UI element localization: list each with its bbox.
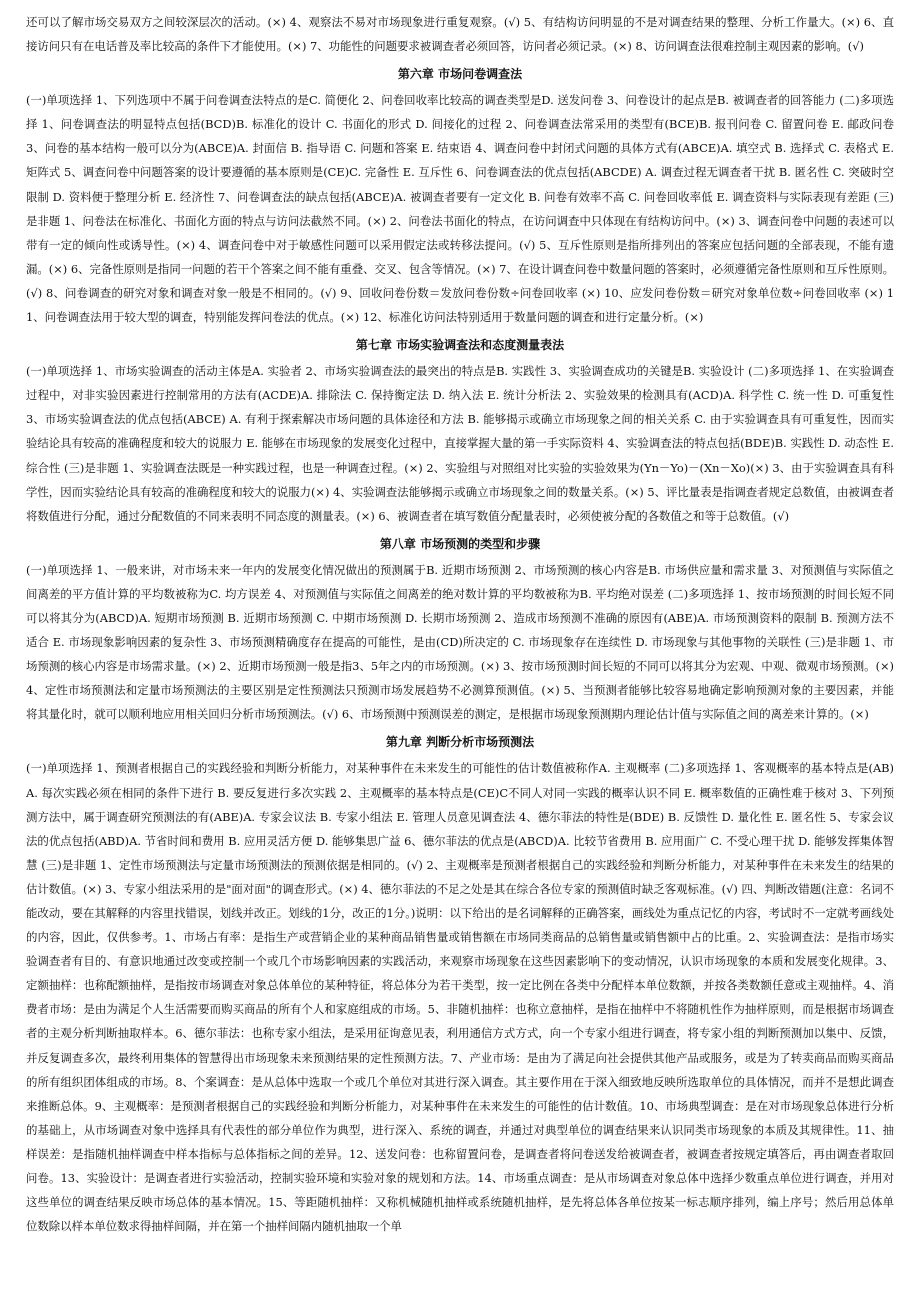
chapter-8-text: (一)单项选择 1、一般来讲，对市场未来一年内的发展变化情况做出的预测属于B. 近期市场预测 2、市场预测的核心内容是B. 市场供应量和需求量 3、对预测值与实际值之间离差的平方值计算的平均数被称为C. 均方误差 4、对预测值与实际值之间离差的绝对数计算的平均数被称为B. 平均绝对误差 (二)多项选择 1、按市场预测的时间长短不同可以将其分为(ABCD)A. 短期市场预测 B. 近期市场预测 C. 中期市场预测 D. 长期市场预测 2、造成市场预测不准确的原因有(ABE)A. 市场预测资料的限制 B. 预测方法不适合 E. 市场现象影响因素的复杂性 3、市场预测精确度存在提高的可能性，是由(CD)所决定的 C. 市场现象存在连续性 D. 市场现象与其他事物的关联性 (三)是非题 1、市场预测的核心内容是市场需求量。(×) 2、近期市场预测一般是指3、5年之内的市场预测。(×) 3、按市场预测时间长短的不同可以将其分为宏观、中观、微观市场预测。(×) 4、定性市场预测法和定量市场预测法的主要区别是定性预测法只预测市场发展趋势不必测算预测值。(×) 5、当预测者能够比较容易地确定影响预测对象的主要因素，并能将其量化时，就可以顺利地应用相关回归分析市场预测法。(√) 6、市场预测中预测误差的测定，是根据市场现象预测期内理论估计值与实际值之间的离差来计算的。(×) bbox=[26, 562, 894, 722]
chapter-8-title: 第八章 市场预测的类型和步骤 bbox=[379, 536, 541, 551]
chapter-9-text: (一)单项选择 1、预测者根据自己的实践经验和判断分析能力，对某种事件在未来发生的可能性的估计数值被称作A. 主观概率 (二)多项选择 1、客观概率的基本特点是(AB)A. 每次实践必须在相同的条件下进行 B. 要反复进行多次实践 2、主观概率的基本特点是(CE)C不同人对同一实践的概率认识不同 E. 概率数值的正确性难于核对 3、下列预测方法中，属于调查研究预测法的有(ABE)A. 专家会议法 B. 专家小组法 E. 管理人员意见调查法 4、德尔菲法的特性是(BDE) B. 反馈性 D. 量化性 E. 匿名性 5、专家会议法的优点包括(ABD)A. 节省时间和费用 B. 应用灵活方便 D. 能够集思广益 6、德尔菲法的优点是(ABCD)A. 比较节省费用 B. 应用面广 C. 不受心理干扰 D. 能够发挥集体智慧 (三)是非题 1、定性市场预测法与定量市场预测法的预测依据是相同的。(√) 2、主观概率是预测者根据自己的实践经验和判断分析能力，对某种事件在未来发生的结果的估计数值。(×) 3、专家小组法采用的是"面对面"的调查形式。(×) 4、德尔菲法的不足之处是其在综合各位专家的预测值时缺乏客观标准。(√) 四、判断改错题(注意：名词不能改动，要在其解释的内容里找错误，划线并改正。划线的1分，改正的1分。)说明：以下给出的是名词解释的正确答案，画线处为重点记忆的内容，考试时不一定就考画线处的内容，因此，仅供参考。1、市场占有率：是指生产或营销企业的某种商品销售量或销售额在市场同类商品的总销售量或销售额中占的比重。2、实验调查法：是指市场实验调查者有目的、有意识地通过改变或控制一个或几个市场影响因素的实践活动，来观察市场现象在这些因素影响下的变动情况，认识市场现象的本质和发展变化规律。3、定额抽样：也称配额抽样，是指按市场调查对象总体单位的某种特征，将总体分为若干类型，按一定比例在各类中分配样本单位数额，并按各类数额任意或主观抽样。4、消费者市场：是由为满足个人生活需要而购买商品的所有个人和家庭组成的市场。5、非随机抽样：也称立意抽样，是指在抽样中不将随机性作为抽样原则，而是根据市场调查者的主观分析判断抽取样本。6、德尔菲法：也称专家小组法，是采用征询意见表，利用通信方式方式，向一个专家小组进行调查，将专家小组的判断预测加以集中、反馈，并反复调查多次，最终利用集体的智慧得出市场现象未来预测结果的定性预测方法。7、产业市场：是由为了满足向社会提供其他产品或服务，或是为了转卖商品而购买商品的所有组织团体组成的市场。8、个案调查：是从总体中选取一个或几个单位对其进行深入调查。其主要作用在于深入细致地反映所选取单位的具体情况，而并不是想此调查来推断总体。9、主观概率：是预测者根据自己的实践经验和判断分析能力，对某种事件在未来发生的可能性的估计数值。10、市场典型调查：是在对市场现象总体进行分析的基础上，从市场调查对象中选择具有代表性的部分单位作为典型，进行深入、系统的调查，并通过对典型单位的调查结果来认识同类市场现象的本质及其规律性。11、抽样误差：是指随机抽样调查中样本指标与总体指标之间的差异。12、送发问卷：也称留置问卷，是调查者将问卷送发给被调查者，被调查者按规定填答后，再由调查者取回问卷。13、实验设计：是调查者进行实验活动，控制实验环境和实验对象的规划和方法。14、市场重点调查：是从市场调查对象总体中选择少数重点单位进行调查，并用对这些单位的调查结果反映市场总体的基本情况。15、等距随机抽样：又称机械随机抽样或系统随机抽样，是先将总体各单位按某一标志顺序排列，编上序号；然后用总体单位数除以样本单位数求得抽样间隔，并在第一个抽样间隔内随机抽取一个单 bbox=[26, 761, 894, 1234]
intro-paragraph: 还可以了解市场交易双方之间较深层次的活动。(×) 4、观察法不易对市场现象进行重复观察。(√) 5、有结构访问明显的不是对调查结果的整理、分析工作量大。(×) 6、直接访问只有在电话普及率比较高的条件下才能使用。(×) 7、功能性的问题要求被调查者必须回答，访问者必须记录。(×) 8、访问调查法很难控制主观因素的影响。(√) bbox=[26, 15, 894, 54]
chapter-6-text: (一)单项选择 1、下列选项中不属于问卷调查法特点的是C. 简便化 2、问卷回收率比较高的调查类型是D. 送发问卷 3、问卷设计的起点是B. 被调查者的回答能力 (二)多项选择 1、问卷调查法的明显特点包括(BCD)B. 标准化的设计 C. 书面化的形式 D. 间接化的过程 2、问卷调查法常采用的类型有(BCE)B. 报刊问卷 C. 留置问卷 E. 邮政问卷 3、问卷的基本结构一般可以分为(ABCE)A. 封面信 B. 指导语 C. 问题和答案 E. 结束语 4、调查问卷中封闭式问题的具体方式有(ABCE)A. 填空式 B. 选择式 C. 表格式 E. 矩阵式 5、调查问卷中问题答案的设计要遵循的基本原则是(CE)C. 完备性 E. 互斥性 6、问卷调查法的优点包括(ABCDE) A. 调查过程无调查者干扰 B. 匿名性 C. 突破时空限制 D. 资料便于整理分析 E. 经济性 7、问卷调查法的缺点包括(ABCE)A. 被调查者要有一定文化 B. 问卷有效率不高 C. 问卷回收率低 E. 调查资料与实际表现有差距 (三)是非题 1、问卷法在标准化、书面化方面的特点与访问法截然不同。(×) 2、问卷法书面化的特点，在访问调查中只体现在有结构访问中。(×) 3、调查问卷中问题的表述可以带有一定的倾向性或诱导性。(×) 4、调查问卷中对于敏感性问题可以采用假定法或转移法提问。(√) 5、互斥性原则是指所排列出的答案应包括问题的全部表现，不能有遗漏。(×) 6、完备性原则是指同一问题的若干个答案之间不能有重叠、交叉、包含等情况。(×) 7、在设计调查问卷中数量问题的答案时，必须遵循完备性原则和互斥性原则。(√) 8、问卷调查的研究对象和调查对象一般是不相同的。(√) 9、回收问卷份数＝发放问卷份数÷问卷回收率 (×) 10、应发问卷份数＝研究对象单位数÷问卷回收率 (×) 11、问卷调查法用于较大型的调查，特别能发挥问卷法的优点。(×) 12、标准化访问法特别适用于数量问题的调查和进行定量分析。(×) bbox=[26, 93, 894, 325]
chapter-7-title: 第七章 市场实验调查法和态度测量表法 bbox=[355, 338, 565, 353]
chapter-6-title: 第六章 市场问卷调查法 bbox=[397, 67, 523, 82]
chapter-7-text: (一)单项选择 1、市场实验调查的活动主体是A. 实验者 2、市场实验调查法的最突出的特点是B. 实践性 3、实验调查成功的关键是B. 实验设计 (二)多项选择 1、在实验调查过程中，对非实验因素进行控制常用的方法有(ACDE)A. 排除法 C. 保持衡定法 D. 纳入法 E. 统计分析法 2、实验效果的检测具有(ACD)A. 科学性 C. 统一性 D. 可重复性 3、市场实验调查法的优点包括(ABCE) A. 有利于探索解决市场问题的具体途径和方法 B. 能够揭示或确立市场现象之间的相关关系 C. 由于实验调查具有可重复性，因而实验结论具有较高的准确程度和较大的说服力 E. 能够在市场现象的发展变化过程中，直接掌握大量的第一手实际资料 4、实验调查法的特点包括(BDE)B. 实践性 D. 动态性 E. 综合性 (三)是非题 1、实验调查法既是一种实践过程，也是一种调查过程。(×) 2、实验组与对照组对比实验的实验效果为(Yn－Yo)－(Xn－Xo)(×) 3、由于实验调查具有科学性，因而实验结论具有较高的准确程度和较大的说服力(×) 4、实验调查法能够揭示或确立市场现象之间的数量关系。(×) 5、评比量表是指调查者规定总数值，由被调查者将数值进行分配，通过分配数值的不同来表明不同态度的测量表。(×) 6、被调查者在填写数值分配量表时，必须使被分配的各数值之和等于总数值。(√) bbox=[26, 364, 894, 523]
chapter-9-title: 第九章 判断分析市场预测法 bbox=[385, 735, 535, 750]
